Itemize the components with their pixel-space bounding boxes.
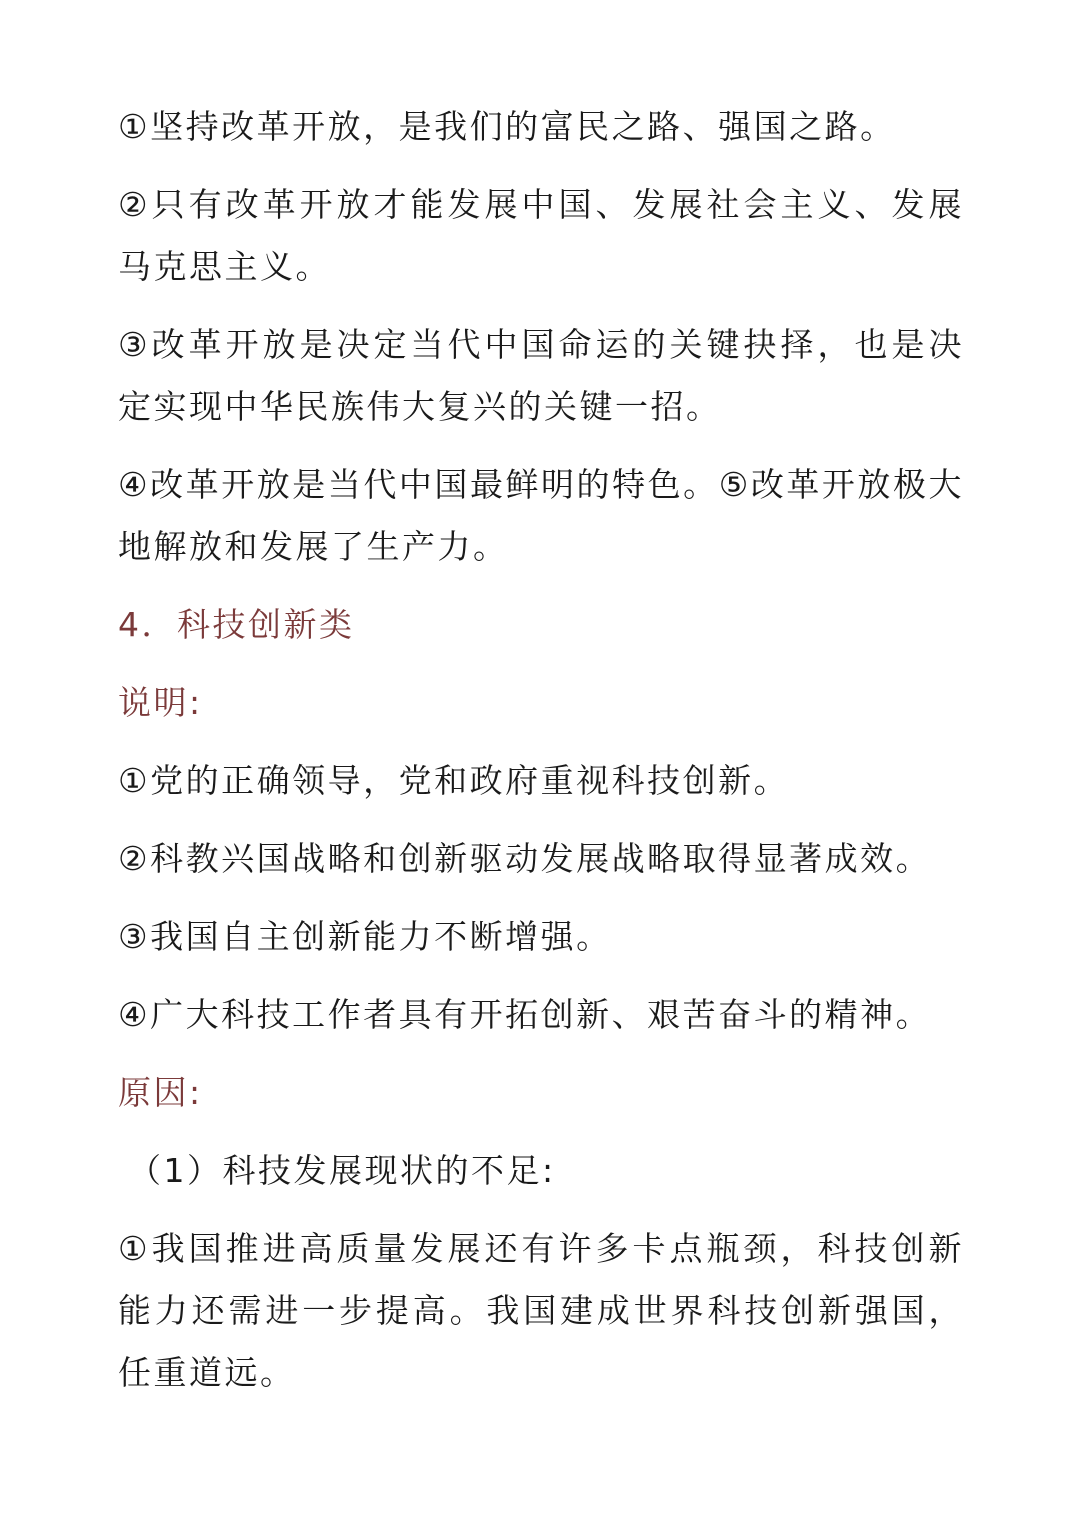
section-heading-tech-innovation: 4．科技创新类 bbox=[118, 605, 355, 644]
explain-label: 说明: bbox=[118, 683, 203, 722]
explain-point-1: ①党的正确领导，党和政府重视科技创新。 bbox=[118, 761, 790, 800]
reform-point-3: ③改革开放是决定当代中国命运的关键抉择，也是决定实现中华民族伟大复兴的关键一招。 bbox=[118, 325, 964, 426]
reform-point-2: ②只有改革开放才能发展中国、发展社会主义、发展马克思主义。 bbox=[118, 185, 964, 286]
explain-point-2: ②科教兴国战略和创新驱动发展战略取得显著成效。 bbox=[118, 839, 932, 878]
explain-point-4: ④广大科技工作者具有开拓创新、艰苦奋斗的精神。 bbox=[118, 995, 932, 1034]
document-page bbox=[118, 96, 964, 1420]
reform-point-4-5: ④改革开放是当代中国最鲜明的特色。⑤改革开放极大地解放和发展了生产力。 bbox=[118, 465, 964, 566]
reason-point-1: ①我国推进高质量发展还有许多卡点瓶颈，科技创新能力还需进一步提高。我国建成世界科技创新强国，任重道远。 bbox=[118, 1229, 964, 1392]
reason-subheading: （1）科技发展现状的不足: bbox=[128, 1151, 556, 1190]
reform-point-1: ①坚持改革开放，是我们的富民之路、强国之路。 bbox=[118, 107, 896, 146]
reason-label: 原因: bbox=[118, 1073, 203, 1112]
explain-point-3: ③我国自主创新能力不断增强。 bbox=[118, 917, 612, 956]
